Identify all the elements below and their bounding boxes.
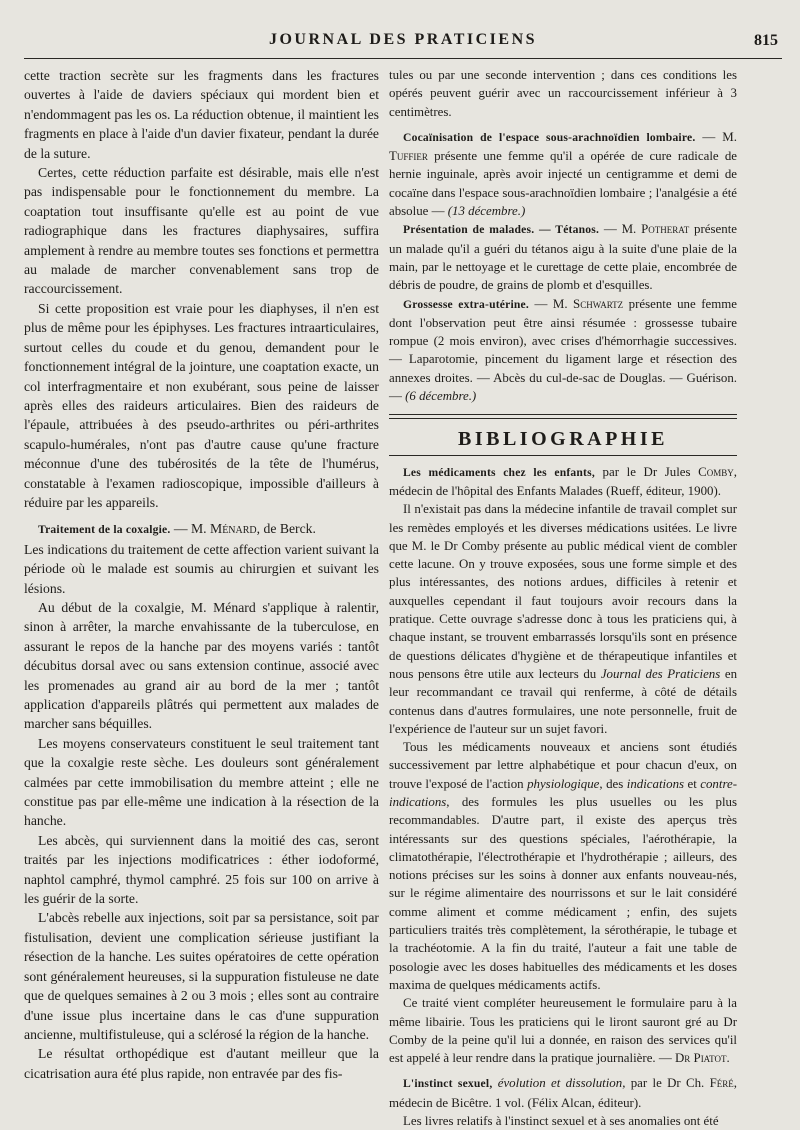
paragraph — [389, 500, 737, 738]
book-review-instinct — [389, 1074, 737, 1112]
text-run: Il n'existait pas dans la médecine infantile de travail complet sur les remèdes employés et les diverses médications usitées. Le livre que M. le Dr Comby présente au public médical vient de combler cette lacune. On y trouve exposées, sous une forme simple et des plus intéressantes, des notions ardues, difficiles à retenir et auxquelles cependant il faut toujours avoir recours dans la pratique. Cette ouvrage s'adresse donc à tous les praticiens qui, à chaque instant, se trouvent embarrassés lorsqu'ils sont en présence de questions délicates d'hygiène et de thérapeutique infantiles et nous pensons être utile aux lecteurs du — [389, 502, 737, 681]
author-place: , de Berck. — [256, 521, 316, 537]
author-name: Comby — [698, 464, 734, 479]
paragraph: tules ou par une seconde intervention ; dans ces conditions les opérés peuvent guérir avec un raccourcissement inférieur à 3 centimètres. — [389, 68, 737, 119]
page-header — [24, 28, 782, 59]
paragraph: cette traction secrète sur les fragments dans les fractures ouvertes à l'aide de daviers spéciaux qui mordent bien et n'endommagent pas les os. La réduction obtenue, il maintient les fragments en place à l'aide d'un davier fixateur, pendant la durée de la suture. — [24, 68, 379, 161]
report-presentation — [389, 220, 737, 294]
book-publisher: , médecin de l'hôpital des Enfants Malades (Rueff, éditeur, 1900). — [389, 464, 738, 498]
right-column — [389, 66, 737, 1130]
paragraph: Les moyens conservateurs constituent le seul traitement tant que la coxalgie reste sèche. Les douleurs sont généralement calmées par cette immobilisation du membre atteint ; elle ne constitue pas par elle-même une indication à la résection de la hanche. — [24, 735, 379, 829]
author-name: Schwartz — [573, 296, 624, 311]
dash: — M. — [170, 521, 211, 537]
text-run: Tous les médicaments nouveaux et anciens sont étudiés successivement par lettre alphabétique et pour chacun d'eux, on trouve l'exposé de l'action — [389, 740, 737, 791]
paragraph — [389, 994, 737, 1067]
text-run: contre-indications — [389, 776, 738, 809]
book-title: Les médicaments chez les enfants, — [403, 465, 595, 479]
dash: — M. — [599, 222, 642, 237]
report-text: présente une femme qu'il a opérée de cure radicale de hernie inguinale, après avoir injecté un centigramme et demi de cocaïne dans l'espace sous-arachnoïdien lombaire ; l'analgésie a été absolue — — [389, 149, 737, 219]
author-name: Tuffier — [389, 149, 428, 164]
report-title: Grossesse extra-utérine. — [403, 297, 529, 311]
report-date: (6 décembre.) — [405, 389, 477, 404]
book-title: L'instinct sexuel, — [403, 1077, 493, 1091]
author-name: Féré — [709, 1076, 734, 1091]
paragraph — [389, 738, 737, 994]
book-author-intro: par le Dr Jules — [594, 464, 699, 479]
section-divider-inner — [389, 418, 737, 419]
page-number: 815 — [754, 32, 778, 49]
dash: — M. — [528, 296, 574, 311]
report-text: présente un malade qu'il a guéri du tétanos aigu à la suite d'une plaie de la main, par le nettoyage et le curettage de cette plaie, encombrée de débris de poudre, de grains de plomb et d'esquilles. — [389, 222, 738, 293]
text-run: , des formules les plus usuelles ou les plus recommandables. D'autre part, il existe des aperçus très intéressants sur des questions spéciales, l'aérothérapie, la climatothérapie, l'électrothérapie et l'hydrothérapie ; ailleurs, des notions précises sur les soins à donner aux enfants nouveau-nés, sur le régime alimentaire des nourrissons et sur le lait considéré comme aliment et comme médicament ; enfin, des sujets particuliers traités très complètement, la sérothérapie, le tubage et la trachéotomie. A la fin du traité, l'auteur a fait une table de posologie avec les doses habituelles des médicaments et les doses maxima de quelques médicaments actifs. — [389, 794, 737, 992]
left-column — [24, 66, 379, 1083]
text-run: indications — [626, 776, 685, 791]
journal-name: Journal des Praticiens — [600, 666, 721, 681]
text-run: , des — [599, 776, 627, 791]
paragraph: Au début de la coxalgie, M. Ménard s'applique à ralentir, sinon à arrêter, la marche envahissante de la tuberculose, en assurant le repos de la hanche par des moyens variés : tantôt décubitus dorsal avec ou sans extension continue, associé avec les promenades au grand air au bord de la mer ; tantôt application d'appareils plâtrés qui permettent aux malades de marcher sans béquilles. — [24, 599, 379, 732]
book-publisher: , médecin de Bicêtre. 1 vol. (Félix Alcan, éditeur). — [389, 1076, 737, 1110]
text-run: en leur recommandant ce travail qui renferme, à côté de détails contenus dans d'autres formulaires, une note personnelle, fruit de l'expérience de l'auteur sur un sujet favori. — [389, 666, 738, 736]
paragraph: Les livres relatifs à l'instinct sexuel et à ses anomalies ont été — [403, 1114, 719, 1129]
paragraph: L'abcès rebelle aux injections, soit par sa persistance, soit par fistulisation, devient une complication sérieuse justifiant la résection de la hanche. Les suites opératoires de cette opération sont généralement heureuses, si la suppuration fistuleuse ne date que de quelques semaines à 2 ou 3 mois ; elles sont au contraire d'une issue plus incertaine dans le cas d'une suppuration ancienne, multifistuleuse, qui a sclérosé la région de la hanche. — [24, 910, 379, 1042]
author-name: Ménard — [210, 521, 257, 537]
book-subtitle: évolution et dissolution, — [492, 1076, 626, 1091]
dash: — M. — [695, 129, 737, 144]
report-date: (13 décembre.) — [447, 204, 526, 219]
book-review-medicaments — [389, 463, 737, 501]
article-heading-coxalgie — [24, 519, 379, 539]
section-divider — [389, 414, 737, 415]
report-title: Cocaïnisation de l'espace sous-arachnoïdien lombaire. — [403, 130, 696, 144]
journal-title: JOURNAL DES PRATICIENS — [268, 31, 538, 48]
book-author-intro: par le Dr Ch. — [625, 1076, 710, 1091]
report-cocainisation — [389, 128, 737, 220]
paragraph: Certes, cette réduction parfaite est désirable, mais elle n'est pas indispensable pour le fonctionnement du membre. La coaptation tout insuffisante qu'elle est au point de vue radiographique dans les fractures diaphysaires, suffira amplement à rendre au membre toutes ses fonctions et permettra au malade de marcher convenablement sans trop de raccourcissement. — [24, 165, 379, 297]
text-run: physiologique — [527, 776, 600, 791]
paragraph: Le résultat orthopédique est d'autant meilleur que la cicatrisation aura été plus rapide, non entravée par des fis- — [24, 1046, 379, 1081]
report-grossesse — [389, 295, 737, 406]
paragraph: Les abcès, qui surviennent dans la moitié des cas, seront traités par les injections modificatrices : éther iodoformé, naphtol camphré, thymol camphré. 25 fois sur 100 on arrive à les guérir de la sorte. — [24, 832, 379, 907]
section-title-bibliographie: BIBLIOGRAPHIE — [389, 422, 737, 455]
text-run: Ce traité vient compléter heureusement le formulaire paru à la même libairie. Tous les praticiens qui le liront sauront gré au Dr Comby de la peine qu'il lui a donnée, en raison des services qu'il est appelé à leur rendre dans la pratique journalière. — — [389, 996, 737, 1066]
paragraph: Les indications du traitement de cette affection varient suivant la période où le malade est soumis au chirurgien et suivant les lésions. — [24, 541, 379, 596]
author-name: Potherat — [641, 222, 690, 237]
report-title: Présentation de malades. — Tétanos. — [403, 223, 600, 237]
reviewer-signature: Dr Piatot. — [674, 1051, 730, 1066]
paragraph: Si cette proposition est vraie pour les diaphyses, il n'en est plus de même pour les épiphyses. Les fractures intraarticulaires, surtout celles du coude et du genou, demandent pour le fonctionnement intégral de la jointure, une coaptation exacte, un col interfragmentaire et non exubérant, sous peine de laisser après elles des raideurs articulaires. Bien des raideurs de l'épaule, attribuées à des pseudo-arthrites ou péri-arthrites scapulo-humérales, n'ont pas d'autre cause qu'une fracture méconnue d'une des tubérosités de la tête de l'humérus, constatable à l'examen radioscopique, impossible d'ailleurs à réduire par les appareils. — [24, 300, 379, 510]
report-text: présente une femme dont l'observation peut être ainsi résumée : grossesse tubaire rompue (2 mois environ), avec crises d'hémorrhagie successives. — Laparotomie, pincement du ligament large et résection des annexes droites. — Abcès du cul-de-sac de Douglas. — Guérison. — — [389, 296, 737, 404]
article-title: Traitement de la coxalgie. — [38, 523, 171, 537]
text-run: et — [684, 776, 701, 791]
